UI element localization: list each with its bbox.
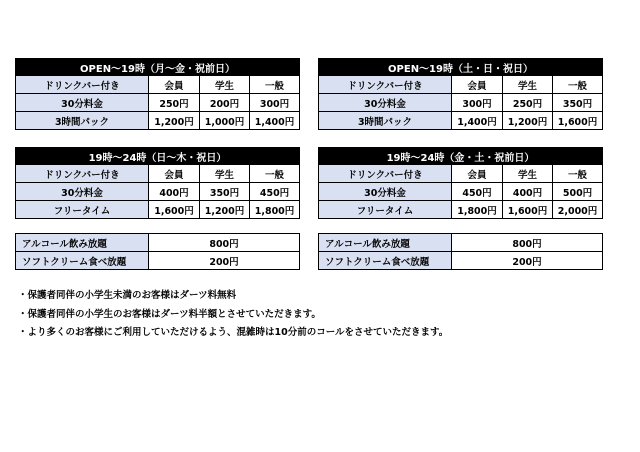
price-cell: 1,200円 — [149, 112, 200, 130]
price-cell: 250円 — [149, 94, 200, 112]
price-table-weekend-daytime — [318, 58, 603, 130]
addon-label: アルコール飲み放題 — [319, 234, 452, 252]
column-header-general: 一般 — [553, 165, 603, 183]
addon-price: 200円 — [452, 252, 603, 270]
table-row — [319, 252, 603, 270]
price-cell: 1,200円 — [200, 201, 250, 219]
table-header-row — [16, 59, 300, 76]
price-table-weekday-daytime — [15, 58, 300, 130]
column-header-drinkbar: ドリンクバー付き — [319, 76, 452, 94]
price-cell: 1,800円 — [452, 201, 503, 219]
table-title: 19時～24時（金・土・祝前日） — [319, 148, 603, 165]
note-line: ・より多くのお客様にご利用していただけるよう、混雑時は10分前のコールをさせていただきます。 — [18, 327, 449, 338]
row-label: 30分料金 — [16, 183, 149, 201]
price-cell: 350円 — [553, 94, 603, 112]
row-label: 30分料金 — [319, 183, 452, 201]
price-cell: 1,400円 — [250, 112, 300, 130]
column-header-student: 学生 — [200, 165, 250, 183]
price-cell: 2,000円 — [553, 201, 603, 219]
row-label: 3時間パック — [16, 112, 149, 130]
price-cell: 350円 — [200, 183, 250, 201]
column-header-drinkbar: ドリンクバー付き — [16, 76, 149, 94]
price-cell: 1,600円 — [553, 112, 603, 130]
column-header-member: 会員 — [149, 76, 200, 94]
price-cell: 400円 — [149, 183, 200, 201]
notes-section — [18, 287, 448, 343]
column-header-student: 学生 — [503, 76, 553, 94]
table-row — [16, 252, 300, 270]
column-header-general: 一般 — [250, 165, 300, 183]
table-header-row — [319, 148, 603, 165]
price-cell: 250円 — [503, 94, 553, 112]
price-cell: 1,200円 — [503, 112, 553, 130]
column-header-member: 会員 — [149, 165, 200, 183]
price-cell: 1,000円 — [200, 112, 250, 130]
price-table-weekend-night — [318, 147, 603, 219]
table-row — [319, 183, 603, 201]
column-header-general: 一般 — [250, 76, 300, 94]
addon-price: 800円 — [149, 234, 300, 252]
table-row — [16, 183, 300, 201]
table-title: OPEN～19時（土・日・祝日） — [319, 59, 603, 76]
table-row — [319, 234, 603, 252]
table-row — [319, 112, 603, 130]
column-header-student: 学生 — [200, 76, 250, 94]
price-table-weekday-night — [15, 147, 300, 219]
price-cell: 300円 — [452, 94, 503, 112]
price-cell: 200円 — [200, 94, 250, 112]
table-row — [319, 94, 603, 112]
table-row — [16, 234, 300, 252]
price-cell: 300円 — [250, 94, 300, 112]
price-cell: 1,600円 — [149, 201, 200, 219]
table-title: 19時～24時（日～木・祝日） — [16, 148, 300, 165]
addon-label: ソフトクリーム食べ放題 — [319, 252, 452, 270]
price-cell: 1,400円 — [452, 112, 503, 130]
row-label: フリータイム — [319, 201, 452, 219]
addon-price: 800円 — [452, 234, 603, 252]
table-row — [16, 94, 300, 112]
price-cell: 500円 — [553, 183, 603, 201]
column-header-member: 会員 — [452, 76, 503, 94]
column-header-drinkbar: ドリンクバー付き — [16, 165, 149, 183]
addon-label: アルコール飲み放題 — [16, 234, 149, 252]
column-header-row — [16, 76, 300, 94]
table-row — [319, 201, 603, 219]
row-label: 3時間パック — [319, 112, 452, 130]
column-header-member: 会員 — [452, 165, 503, 183]
addon-table-right — [318, 233, 603, 270]
price-cell: 1,600円 — [503, 201, 553, 219]
column-header-row — [319, 165, 603, 183]
column-header-row — [16, 165, 300, 183]
column-header-row — [319, 76, 603, 94]
addon-price: 200円 — [149, 252, 300, 270]
table-title: OPEN～19時（月～金・祝前日） — [16, 59, 300, 76]
note-line: ・保護者同伴の小学生未満のお客様はダーツ料無料 — [18, 290, 237, 301]
addon-table-left — [15, 233, 300, 270]
column-header-student: 学生 — [503, 165, 553, 183]
price-cell: 450円 — [250, 183, 300, 201]
note-line: ・保護者同伴の小学生のお客様はダーツ料半額とさせていただきます。 — [18, 308, 321, 320]
price-cell: 1,800円 — [250, 201, 300, 219]
column-header-drinkbar: ドリンクバー付き — [319, 165, 452, 183]
row-label: 30分料金 — [319, 94, 452, 112]
table-row — [16, 201, 300, 219]
column-header-general: 一般 — [553, 76, 603, 94]
addon-label: ソフトクリーム食べ放題 — [16, 252, 149, 270]
table-header-row — [319, 59, 603, 76]
price-cell: 400円 — [503, 183, 553, 201]
row-label: 30分料金 — [16, 94, 149, 112]
table-header-row — [16, 148, 300, 165]
table-row — [16, 112, 300, 130]
row-label: フリータイム — [16, 201, 149, 219]
price-cell: 450円 — [452, 183, 503, 201]
